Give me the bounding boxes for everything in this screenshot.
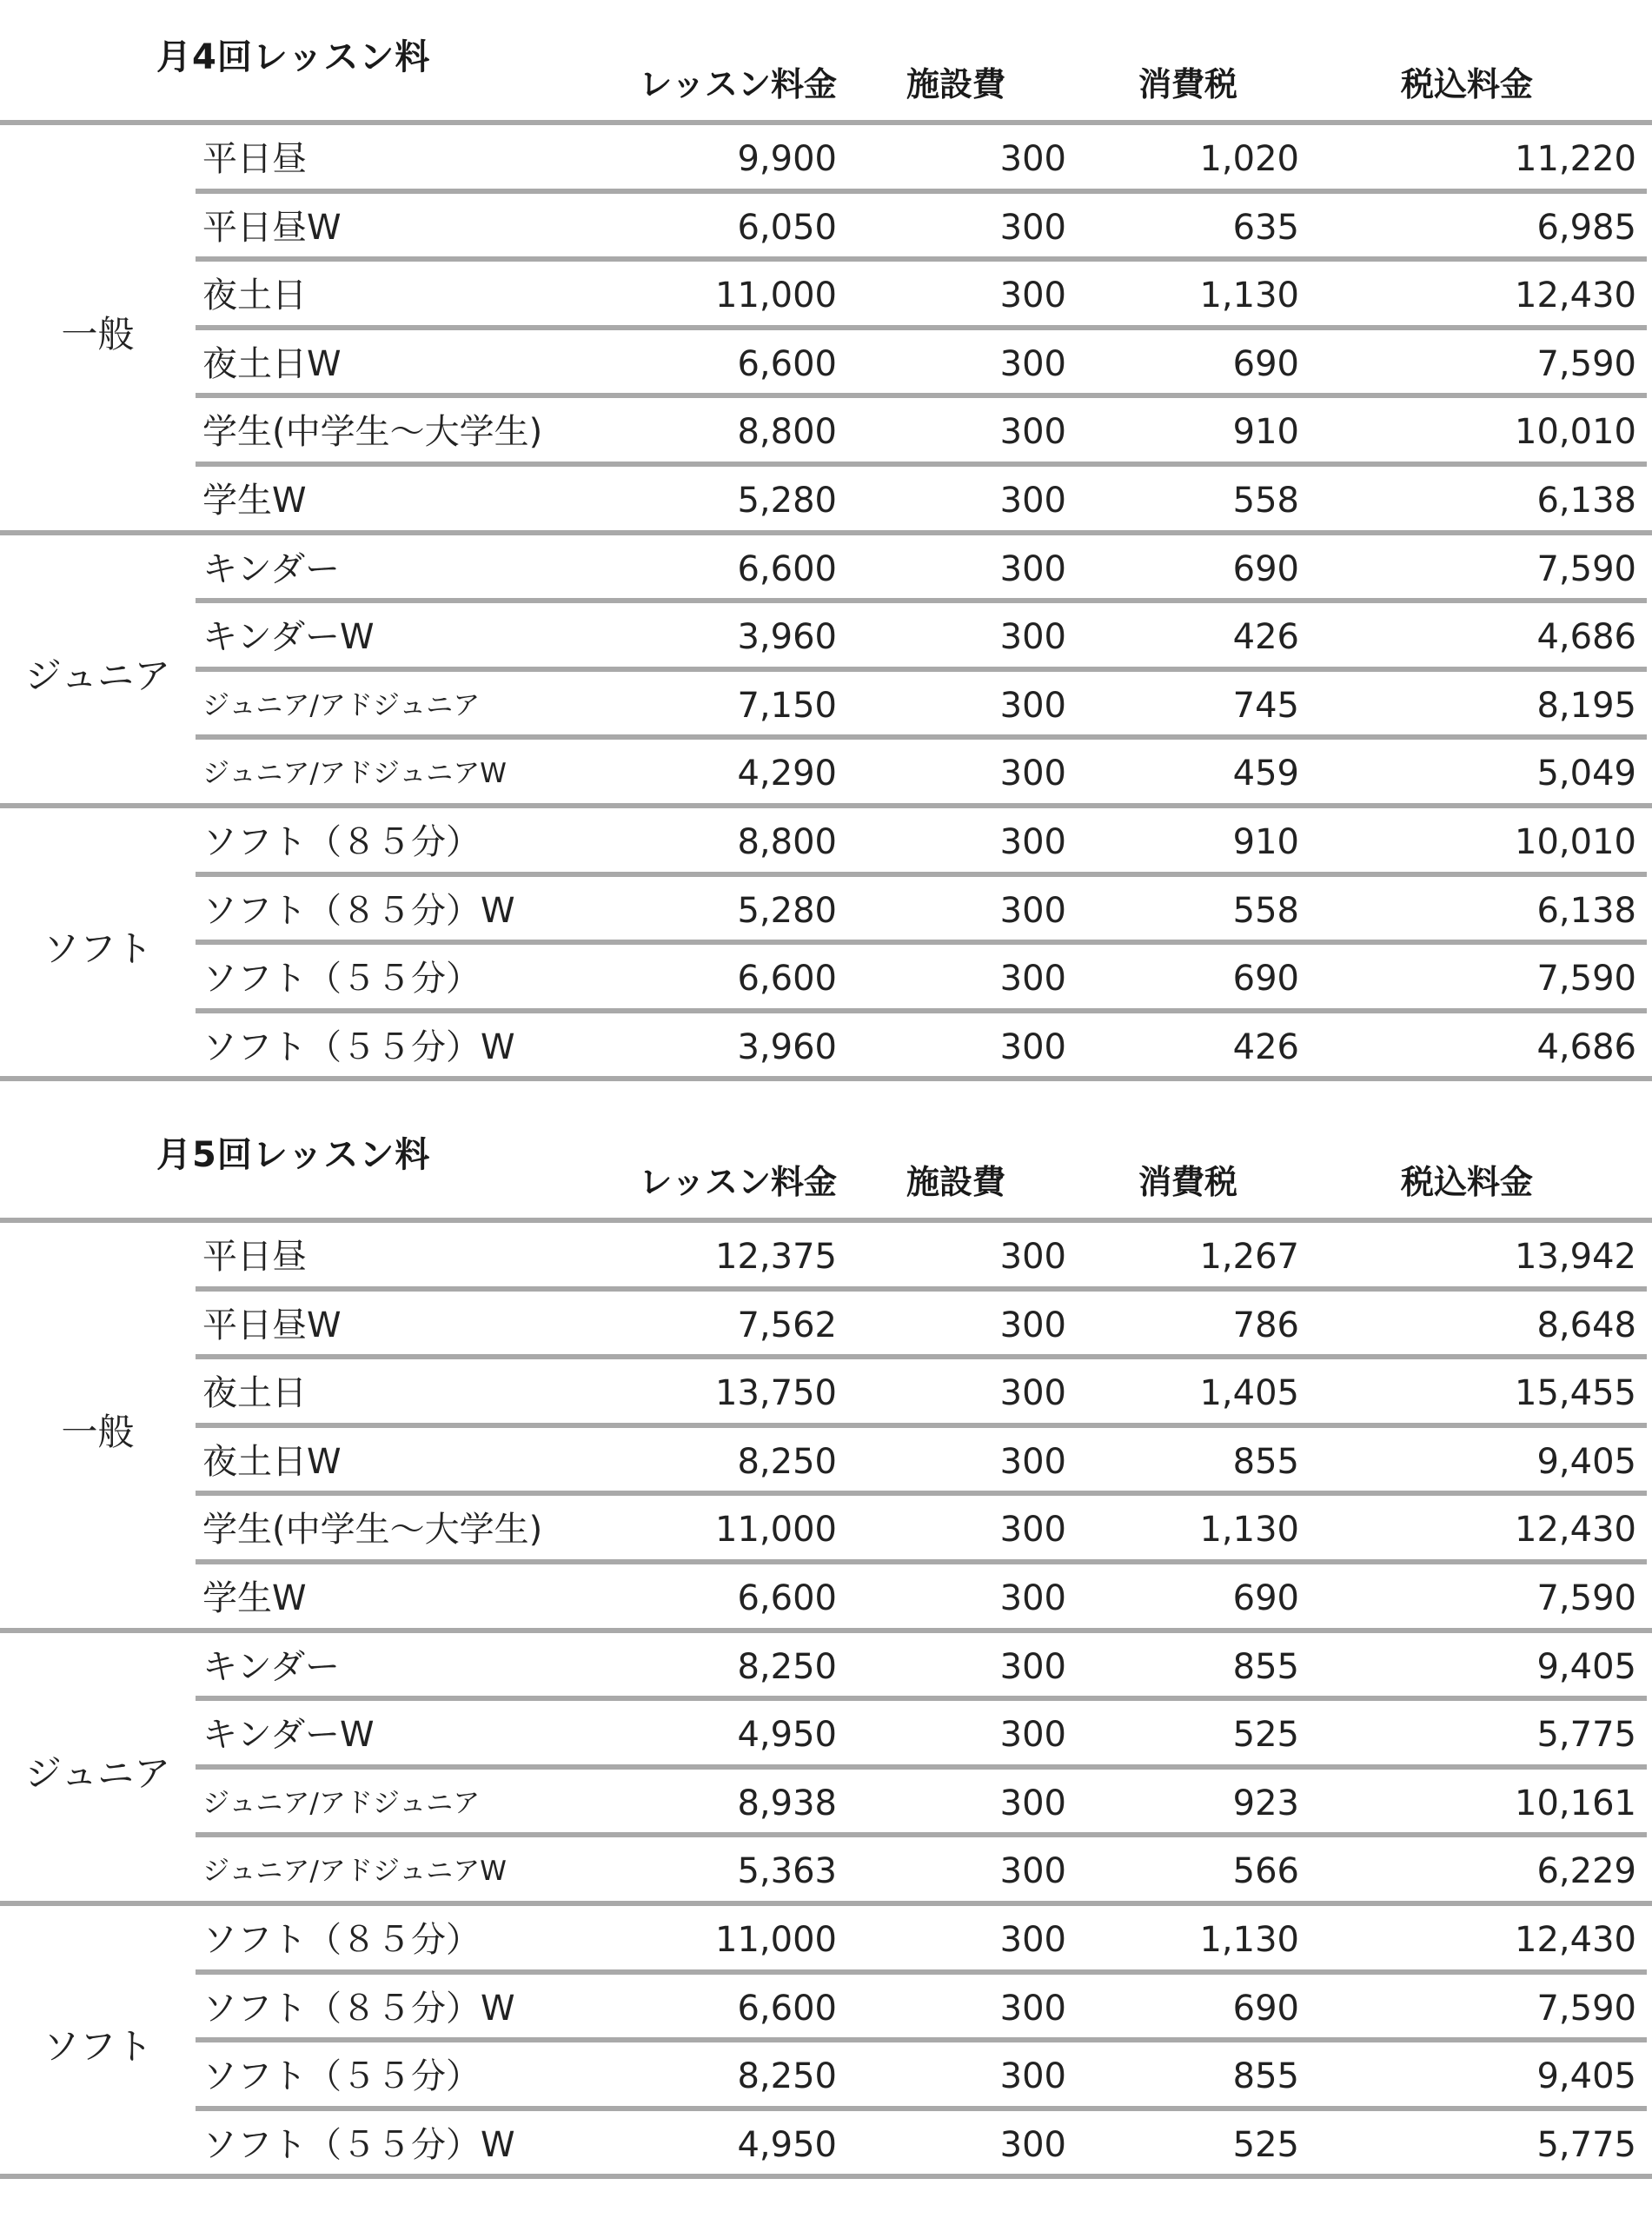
tax-value: 1,267 [1199, 1237, 1299, 1277]
group-label: 一般 [61, 1410, 135, 1453]
total-value: 8,195 [1536, 685, 1636, 726]
tax-value: 558 [1232, 890, 1299, 931]
group-label: ソフト [43, 927, 153, 971]
header-total: 税込料金 [1401, 1163, 1534, 1201]
group-divider [0, 2174, 1652, 2179]
facility-fee-value: 300 [999, 1237, 1066, 1277]
row-name: 平日昼 [202, 139, 307, 179]
total-value: 5,775 [1536, 1715, 1636, 1756]
row-divider [196, 1559, 1647, 1564]
total-value: 10,010 [1515, 822, 1636, 862]
tax-value: 525 [1232, 2124, 1299, 2165]
tax-value: 635 [1232, 207, 1299, 248]
facility-fee-value: 300 [999, 2124, 1066, 2165]
facility-fee-value: 300 [999, 1783, 1066, 1823]
lesson-fee-value: 6,600 [737, 343, 837, 384]
total-value: 7,590 [1536, 343, 1636, 384]
total-value: 9,405 [1536, 2056, 1636, 2097]
lesson-fee-value: 5,280 [737, 481, 837, 521]
total-value: 8,648 [1536, 1305, 1636, 1345]
facility-fee-value: 300 [999, 1851, 1066, 1892]
lesson-fee-value: 3,960 [737, 1026, 837, 1067]
lesson-fee-value: 6,600 [737, 1988, 837, 2029]
tax-value: 566 [1232, 1851, 1299, 1892]
total-value: 4,686 [1536, 617, 1636, 658]
total-value: 7,590 [1536, 959, 1636, 1000]
header-facility-fee: 施設費 [906, 65, 1006, 103]
tax-value: 1,130 [1199, 276, 1299, 316]
lesson-fee-value: 11,000 [715, 276, 837, 316]
tax-value: 558 [1232, 481, 1299, 521]
tax-value: 459 [1232, 754, 1299, 794]
row-divider [196, 325, 1647, 330]
row-name: ソフト（５５分） [202, 959, 481, 1000]
tax-value: 910 [1232, 412, 1299, 453]
row-name: ソフト（８５分） [202, 1920, 481, 1960]
facility-fee-value: 300 [999, 1988, 1066, 2029]
row-name: 夜土日W [202, 343, 342, 384]
header-facility-fee: 施設費 [906, 1163, 1006, 1201]
row-divider [196, 1286, 1647, 1292]
facility-fee-value: 300 [999, 1441, 1066, 1482]
row-name: ジュニア/アドジュニア [202, 689, 481, 721]
lesson-fee-value: 3,960 [737, 617, 837, 658]
total-value: 6,138 [1536, 481, 1636, 521]
total-value: 12,430 [1515, 1510, 1636, 1551]
price-section-2 [0, 1127, 1652, 2205]
lesson-fee-value: 6,600 [737, 548, 837, 589]
total-value: 5,775 [1536, 2124, 1636, 2165]
row-name: キンダーW [202, 1715, 375, 1756]
lesson-fee-value: 11,000 [715, 1920, 837, 1960]
tax-value: 923 [1232, 1783, 1299, 1823]
tax-value: 1,130 [1199, 1510, 1299, 1551]
facility-fee-value: 300 [999, 1373, 1066, 1414]
group-label: ソフト [43, 2025, 153, 2069]
tax-value: 910 [1232, 822, 1299, 862]
row-name: ジュニア/アドジュニア [202, 1787, 481, 1819]
tax-value: 426 [1232, 1026, 1299, 1067]
lesson-fee-value: 6,600 [737, 1578, 837, 1618]
tax-value: 525 [1232, 1715, 1299, 1756]
lesson-fee-value: 7,150 [737, 685, 837, 726]
facility-fee-value: 300 [999, 2056, 1066, 2097]
facility-fee-value: 300 [999, 890, 1066, 931]
lesson-fee-value: 8,800 [737, 412, 837, 453]
tax-value: 786 [1232, 1305, 1299, 1345]
facility-fee-value: 300 [999, 754, 1066, 794]
lesson-fee-value: 6,050 [737, 207, 837, 248]
lesson-fee-value: 13,750 [715, 1373, 837, 1414]
total-value: 7,590 [1536, 1988, 1636, 2029]
total-value: 10,010 [1515, 412, 1636, 453]
row-name: 学生(中学生～大学生) [202, 1510, 543, 1551]
lesson-fee-value: 7,562 [737, 1305, 837, 1345]
section-title: 月4回レッスン料 [156, 37, 431, 77]
facility-fee-value: 300 [999, 548, 1066, 589]
tax-value: 690 [1232, 548, 1299, 589]
group-label: ジュニア [24, 1751, 171, 1795]
lesson-fee-value: 9,900 [737, 139, 837, 179]
row-name: 学生W [202, 1578, 307, 1618]
lesson-fee-value: 4,950 [737, 1715, 837, 1756]
lesson-fee-value: 4,290 [737, 754, 837, 794]
row-divider [196, 189, 1647, 194]
tax-value: 855 [1232, 1646, 1299, 1687]
total-value: 5,049 [1536, 754, 1636, 794]
facility-fee-value: 300 [999, 1305, 1066, 1345]
row-name: キンダー [202, 1646, 340, 1687]
lesson-fee-value: 8,250 [737, 2056, 837, 2097]
tax-value: 855 [1232, 2056, 1299, 2097]
lesson-fee-value: 11,000 [715, 1510, 837, 1551]
row-name: 夜土日 [202, 276, 307, 316]
facility-fee-value: 300 [999, 685, 1066, 726]
lesson-fee-value: 8,250 [737, 1441, 837, 1482]
header-tax: 消費税 [1138, 1163, 1238, 1201]
row-name: 平日昼W [202, 207, 342, 248]
row-name: 平日昼W [202, 1305, 342, 1345]
row-name: 夜土日 [202, 1373, 307, 1414]
tax-value: 1,130 [1199, 1920, 1299, 1960]
total-value: 11,220 [1515, 139, 1636, 179]
row-name: ジュニア/アドジュニアW [202, 1856, 507, 1888]
tax-value: 426 [1232, 617, 1299, 658]
row-name: 平日昼 [202, 1237, 307, 1277]
tax-value: 690 [1232, 1578, 1299, 1618]
lesson-fee-value: 5,363 [737, 1851, 837, 1892]
row-name: ソフト（５５分）W [202, 2124, 515, 2165]
price-section-1 [0, 30, 1652, 1107]
row-name: ソフト（８５分） [202, 822, 481, 862]
row-name: キンダー [202, 548, 340, 589]
total-value: 6,985 [1536, 207, 1636, 248]
tax-value: 1,020 [1199, 139, 1299, 179]
row-name: 学生(中学生～大学生) [202, 412, 543, 453]
total-value: 12,430 [1515, 276, 1636, 316]
total-value: 9,405 [1536, 1441, 1636, 1482]
facility-fee-value: 300 [999, 343, 1066, 384]
facility-fee-value: 300 [999, 1578, 1066, 1618]
total-value: 10,161 [1515, 1783, 1636, 1823]
total-value: 6,138 [1536, 890, 1636, 931]
row-name: ソフト（８５分）W [202, 1988, 515, 2029]
group-divider [0, 1076, 1652, 1081]
tax-value: 690 [1232, 959, 1299, 1000]
row-divider [196, 462, 1647, 467]
lesson-fee-value: 8,938 [737, 1783, 837, 1823]
total-value: 7,590 [1536, 548, 1636, 589]
facility-fee-value: 300 [999, 139, 1066, 179]
tax-value: 690 [1232, 343, 1299, 384]
facility-fee-value: 300 [999, 1920, 1066, 1960]
section-title: 月5回レッスン料 [156, 1135, 431, 1175]
total-value: 6,229 [1536, 1851, 1636, 1892]
header-lesson-fee: レッスン料金 [639, 1163, 837, 1201]
lesson-fee-value: 5,280 [737, 890, 837, 931]
tax-value: 690 [1232, 1988, 1299, 2029]
total-value: 15,455 [1515, 1373, 1636, 1414]
total-value: 4,686 [1536, 1026, 1636, 1067]
facility-fee-value: 300 [999, 207, 1066, 248]
facility-fee-value: 300 [999, 959, 1066, 1000]
header-total: 税込料金 [1401, 65, 1534, 103]
row-divider [196, 1354, 1647, 1359]
row-name: ソフト（５５分） [202, 2056, 481, 2097]
total-value: 12,430 [1515, 1920, 1636, 1960]
tax-value: 1,405 [1199, 1373, 1299, 1414]
total-value: 7,590 [1536, 1578, 1636, 1618]
total-value: 13,942 [1515, 1237, 1636, 1277]
lesson-fee-value: 12,375 [715, 1237, 837, 1277]
facility-fee-value: 300 [999, 617, 1066, 658]
facility-fee-value: 300 [999, 276, 1066, 316]
row-name: キンダーW [202, 617, 375, 658]
group-label: ジュニア [24, 654, 171, 697]
header-tax: 消費税 [1138, 65, 1238, 103]
row-name: 学生W [202, 481, 307, 521]
row-divider [196, 1696, 1647, 1701]
facility-fee-value: 300 [999, 1715, 1066, 1756]
row-divider [196, 1423, 1647, 1428]
group-label: 一般 [61, 312, 135, 355]
total-value: 9,405 [1536, 1646, 1636, 1687]
tax-value: 855 [1232, 1441, 1299, 1482]
row-name: 夜土日W [202, 1441, 342, 1482]
lesson-fee-value: 8,800 [737, 822, 837, 862]
header-lesson-fee: レッスン料金 [639, 65, 837, 103]
row-name: ジュニア/アドジュニアW [202, 758, 507, 790]
facility-fee-value: 300 [999, 412, 1066, 453]
lesson-fee-value: 8,250 [737, 1646, 837, 1687]
facility-fee-value: 300 [999, 1510, 1066, 1551]
facility-fee-value: 300 [999, 1026, 1066, 1067]
row-name: ソフト（８５分）W [202, 890, 515, 931]
lesson-fee-value: 6,600 [737, 959, 837, 1000]
row-divider [196, 598, 1647, 603]
lesson-fee-value: 4,950 [737, 2124, 837, 2165]
facility-fee-value: 300 [999, 481, 1066, 521]
facility-fee-value: 300 [999, 822, 1066, 862]
facility-fee-value: 300 [999, 1646, 1066, 1687]
tax-value: 745 [1232, 685, 1299, 726]
row-divider [196, 256, 1647, 262]
row-name: ソフト（５５分）W [202, 1026, 515, 1067]
